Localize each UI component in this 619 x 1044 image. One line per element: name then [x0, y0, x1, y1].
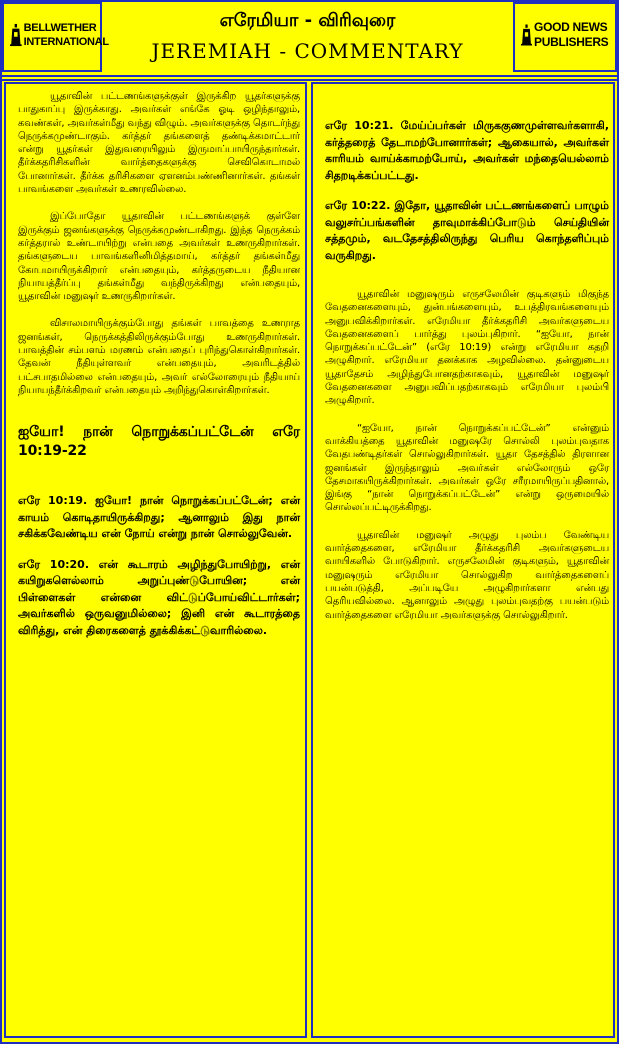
bell-tower-icon	[10, 16, 22, 54]
header	[2, 2, 617, 74]
bellwether-logo	[2, 2, 109, 72]
section-heading: ஐயோ! நான் நொறுக்கப்பட்டேன் எரே 10:19-22	[18, 424, 300, 460]
paragraph: யூதாவின் மனுஷர் அழுது புலம்ப வேண்டிய வார்த்தைகளை, எரேமியா தீர்க்கதரிசி அவர்களுடைய வாயிகளில் போடுகிறார். எருசலேமின் குடிகளும், யூதாவின் மனுஷரும் எரேமியா சொல்லுகிற வார்த்தைகளைப் பயன்படுத்தி, அப்படியே அழுகிறார்களா என்பது தெரியவில்லை. ஆனாலும் அழுது புலம்புவதற்கு பயன்படும் வார்த்தைகளை எரேமியா அவர்களுக்கு சொல்லுகிறார்.	[325, 529, 609, 621]
paragraph: இப்போதோ யூதாவின் பட்டணங்களுக் குள்ளே இருக்கும் ஜனங்களுக்கு நெருக்கமுண்டாகிறது. இந்த நெருக்கம் கர்த்தரால் உண்டாயிற்று என்பதை அவர்கள் உணருகிறார்கள். தங்களுடைய பாவங்களினிமித்தமாய், கர்த்தர் தங்கள்மீது கோபமாயிருக்கிறார் என்பதையும், கர்த்தருடைய நீதியான நியாயத்தீர்ப்பு தங்கள்மீது வந்திருக்கிறது என்பதையும், யூதாவின் மனுஷர் உணருகிறார்கள்.	[18, 211, 300, 303]
title-block	[102, 2, 513, 72]
tower-icon	[521, 16, 532, 54]
paragraph: “ஐயோ, நான் நொறுக்கப்பட்டேன்” என்னும் வாக்கியத்தை யூதாவின் மனுஷரே சொல்லி புலம்புவதாக வேதபண்டிதர்கள் சொல்லுகிறார்கள். யூதா தேசத்தில் திரளான ஜனங்கள் இருந்தாலும் அவர்கள் எல்லோரும் ஒரே தேசமாகயிருக்கிறார்கள். அவர்கள் ஒரே சரீரமாயிருப்பதினால், இங்கு “நான் நொறுக்கப்பட்டேன்” என்று ஒருமையில் சொல்லப்பட்டிருக்கிறது.	[325, 422, 609, 514]
verse-10-22: எரே 10:22. இதோ, யூதாவின் பட்டணங்களைப் பாழும் வலுசர்ப்பங்களின் தாவுமாக்கிப்போடும் செய்தியின் சத்தமும், வடதேசத்திலிருந்து பெரிய கொந்தளிப்பும் வருகிறது.	[325, 199, 609, 262]
bellwether-logo-text: BELLWETHER INTERNATIONAL	[23, 22, 109, 48]
right-column	[311, 82, 615, 1038]
verse-10-21: எரே 10:21. மேய்ப்பர்கள் மிருககுணமுள்ளவர்களாகி, கர்த்தரைத் தேடாமற்போனார்கள்; ஆகையால், அவர்கள் காரியம் வாய்க்காமற்போய், அவர்கள் மந்தையெல்லாம் சிதறடிக்கப்பட்டது.	[325, 119, 609, 182]
left-column	[4, 82, 307, 1038]
paragraph: யூதாவின் மனுஷரும் எருசலேமின் குடிகளும் மிகுந்த வேதனைகளையும், துன்பங்களையும், உபத்திரவங்களையும் அனுபவிக்கிறார்கள். எரேமியா தீர்க்கதரிசி அவர்களுடைய வேதனைகளைப் பார்த்து புலம்புகிறார். “ஐயோ, நான் நொறுக்கப்பட்டேன்” (எரே 10:19) என்று எரேமியா கதறி அழுகிறார். எரேமியா தனக்காக அழவில்லை. தன்னுடைய யூதாதேசம் அழிந்துபோனதற்காகவும், யூதாவின் மனுஷர் வேதனைகளை அனுபவிப்பதற்காகவும் எரேமியா புலம்பி அழுகிறார்.	[325, 289, 609, 407]
paragraph: விசாலமாயிருக்கும்போது தங்கள் பாவத்தை உணராத ஜனங்கள், நெருக்கத்திலிருக்கும்போது உணருகிறார்கள். பாவத்தின் சம்பளம் மரணம் என்பதைப் புரிந்துகொள்கிறார்கள். தேவன் நீதியுள்ளவர் என்பதையும், அவரிடத்தில் பட்சபாதமில்லை என்பதையும், அவர் எல்லோரையும் நீதியாய் நியாயந்தீர்க்கிறவர் என்பதையும் அறிந்துகொள்கிறார்கள்.	[18, 318, 300, 396]
header-divider-secondary	[2, 79, 617, 81]
page-title-english: JEREMIAH - COMMENTARY	[151, 39, 464, 63]
paragraph: யூதாவின் பட்டணங்களுக்குள் இருக்கிற யூதர்களுக்கு பாதுகாப்பு இருக்காது. அவர்கள் எங்கே ஓடி ஒழிந்தாலும், கவண்கள், அவர்கள்மீது வந்து விழும். அவர்களுக்கு தொடர்ந்து நெருக்கமுண்டாகும். கர்த்தர் தங்களைத் தண்டிக்கமாட்டார் என்று யூதர்கள் இதுவரையிலும் இருமாப்பாயிருந்தார்கள். தீர்க்கதரிசிகளின் வார்த்தைகளுக்கு செவிகொடாமல் போனார்கள். தீர்க்க தரிசிகளை ஏளனம்பண்ணினார்கள். தங்கள் பாவங்களை அவர்கள் உணரவில்லை.	[18, 91, 300, 196]
verse-10-19: எரே 10:19. ஐயோ! நான் நொறுக்கப்பட்டேன்; என் காயம் கொடிதாயிருக்கிறது; ஆனாலும் இது நான் சகிக்கவேண்டிய என் நோய் என்று நான் சொல்லுவேன்.	[18, 494, 300, 541]
page-title-tamil: எரேமியா - விரிவுரை	[219, 10, 396, 31]
verse-10-20: எரே 10:20. என் கூடாரம் அழிந்துபோயிற்று, என் கயிறுகளெல்லாம் அறுப்புண்டுபோயின; என் பிள்ளைகள் என்னை விட்டுப்போய்விட்டார்கள்; அவர்களில் ஒருவனுமில்லை; இனி என் கூடாரத்தை விரித்து, என் திரைகளைத் தூக்கிக்கட்டுவாரில்லை.	[18, 557, 300, 637]
good-news-logo-text: GOOD NEWS PUBLISHERS	[534, 20, 609, 49]
header-divider	[2, 75, 617, 77]
good-news-logo	[513, 2, 617, 72]
